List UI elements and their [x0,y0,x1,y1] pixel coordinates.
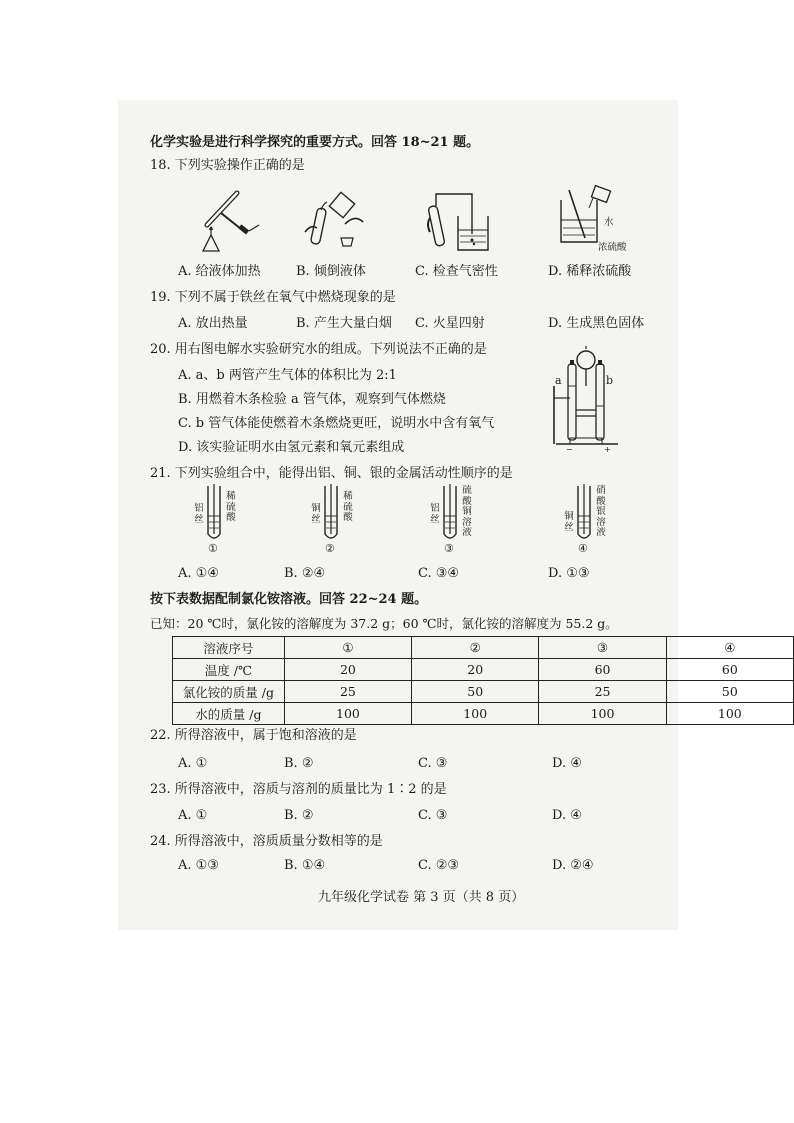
table-cell: 100 [284,703,411,725]
question-20-stem: 20. 用右图电解水实验研究水的组成。下列说法不正确的是 [150,342,487,357]
q21-option-c[interactable]: C. ③④ [418,566,460,581]
question-21-stem: 21. 下列实验组合中，能得出铝、铜、银的金属活动性顺序的是 [150,466,513,481]
q23-option-a[interactable]: A. ① [178,808,208,823]
q22-option-a[interactable]: A. ① [178,756,208,771]
question-18-stem: 18. 下列实验操作正确的是 [150,158,305,173]
table-cell: 20 [412,659,539,681]
test-tube-2 [322,486,340,544]
q22-option-b[interactable]: B. ② [284,756,314,771]
table-row-header: 温度 /℃ [173,659,285,681]
figure-check-airtightness [422,188,494,256]
label-water: 水 [604,217,614,228]
q24-option-c[interactable]: C. ②③ [418,858,460,873]
q23-option-d[interactable]: D. ④ [552,808,582,823]
table-cell: 60 [666,659,793,681]
table-cell: 100 [666,703,793,725]
q18-option-c[interactable]: C. 检查气密性 [415,264,498,279]
page-footer: 九年级化学试卷 第 3 页（共 8 页） [318,890,525,905]
table-cell: 60 [539,659,666,681]
q20-option-a[interactable]: A. a、b 两管产生气体的体积比为 2:1 [178,368,397,383]
q19-option-c[interactable]: C. 火星四射 [415,316,485,331]
table-row-header: 溶液序号 [173,637,285,659]
q23-option-b[interactable]: B. ② [284,808,314,823]
tube3-number: ③ [444,542,454,555]
label-concentrated-acid: 浓硫酸 [598,242,627,253]
section-intro-2: 按下表数据配制氯化铵溶液。回答 22~24 题。 [150,592,428,607]
tube3-solution-label: 硫酸铜溶液 [462,485,472,538]
table-cell: 20 [284,659,411,681]
label-tube-a: a [555,374,562,387]
q19-option-b[interactable]: B. 产生大量白烟 [296,316,392,331]
q23-option-c[interactable]: C. ③ [418,808,448,823]
tube1-solution-label: 稀硫酸 [226,491,236,523]
table-row [173,637,794,659]
q20-option-b[interactable]: B. 用燃着木条检验 a 管气体，观察到气体燃烧 [178,392,446,407]
tube2-metal-label: 铜丝 [311,503,321,525]
q24-option-a[interactable]: A. ①③ [178,858,219,873]
q24-option-d[interactable]: D. ②④ [552,858,594,873]
section-intro-1: 化学实验是进行科学探究的重要方式。回答 18~21 题。 [150,135,480,150]
table-row [173,681,794,703]
question-19-stem: 19. 下列不属于铁丝在氧气中燃烧现象的是 [150,290,396,305]
test-tube-1 [205,486,223,544]
q19-option-a[interactable]: A. 放出热量 [178,316,248,331]
q21-option-d[interactable]: D. ①③ [548,566,590,581]
tube1-metal-label: 铝丝 [194,503,204,525]
table-cell: 100 [412,703,539,725]
table-cell: 50 [412,681,539,703]
q18-option-b[interactable]: B. 倾倒液体 [296,264,366,279]
table-cell: ③ [539,637,666,659]
figure-pouring-liquid [297,188,372,256]
q19-option-d[interactable]: D. 生成黑色固体 [548,316,645,331]
label-tube-b: b [606,374,614,387]
test-tube-3 [441,486,459,544]
table-cell: ② [412,637,539,659]
tube4-metal-label: 铜丝 [564,511,574,533]
table-cell: 100 [539,703,666,725]
q22-option-d[interactable]: D. ④ [552,756,582,771]
q22-option-c[interactable]: C. ③ [418,756,448,771]
test-tube-4 [575,486,593,544]
table-row [173,659,794,681]
table-row-header: 氯化铵的质量 /g [173,681,285,703]
solution-data-table [172,636,794,725]
known-conditions: 已知：20 ℃时，氯化铵的溶解度为 37.2 g；60 ℃时，氯化铵的溶解度为 55.2 g。 [150,616,618,631]
tube2-solution-label: 稀硫酸 [343,491,353,523]
figure-dilute-sulfuric-acid [555,186,617,246]
tube1-number: ① [208,542,218,555]
svg-text:−: − [566,445,573,454]
table-row-header: 水的质量 /g [173,703,285,725]
question-24-stem: 24. 所得溶液中，溶质质量分数相等的是 [150,834,383,849]
tube2-number: ② [325,542,335,555]
figure-electrolysis-apparatus [548,346,628,454]
table-cell: ① [284,637,411,659]
tube4-number: ④ [578,542,588,555]
svg-text:+: + [604,445,611,454]
table-row [173,703,794,725]
table-cell: ④ [666,637,793,659]
q18-option-a[interactable]: A. 给液体加热 [178,264,261,279]
q20-option-c[interactable]: C. b 管气体能使燃着木条燃烧更旺，说明水中含有氧气 [178,416,495,431]
q20-option-d[interactable]: D. 该实验证明水由氢元素和氧元素组成 [178,440,405,455]
figure-heating-liquid [195,185,265,260]
table-cell: 25 [539,681,666,703]
q18-option-d[interactable]: D. 稀释浓硫酸 [548,264,632,279]
question-23-stem: 23. 所得溶液中，溶质与溶剂的质量比为 1∶2 的是 [150,782,447,797]
table-cell: 25 [284,681,411,703]
q21-option-a[interactable]: A. ①④ [178,566,219,581]
q21-option-b[interactable]: B. ②④ [284,566,326,581]
question-22-stem: 22. 所得溶液中，属于饱和溶液的是 [150,728,357,743]
tube4-solution-label: 硝酸银溶液 [596,485,606,538]
table-cell: 50 [666,681,793,703]
tube3-metal-label: 铝丝 [430,503,440,525]
q24-option-b[interactable]: B. ①④ [284,858,326,873]
